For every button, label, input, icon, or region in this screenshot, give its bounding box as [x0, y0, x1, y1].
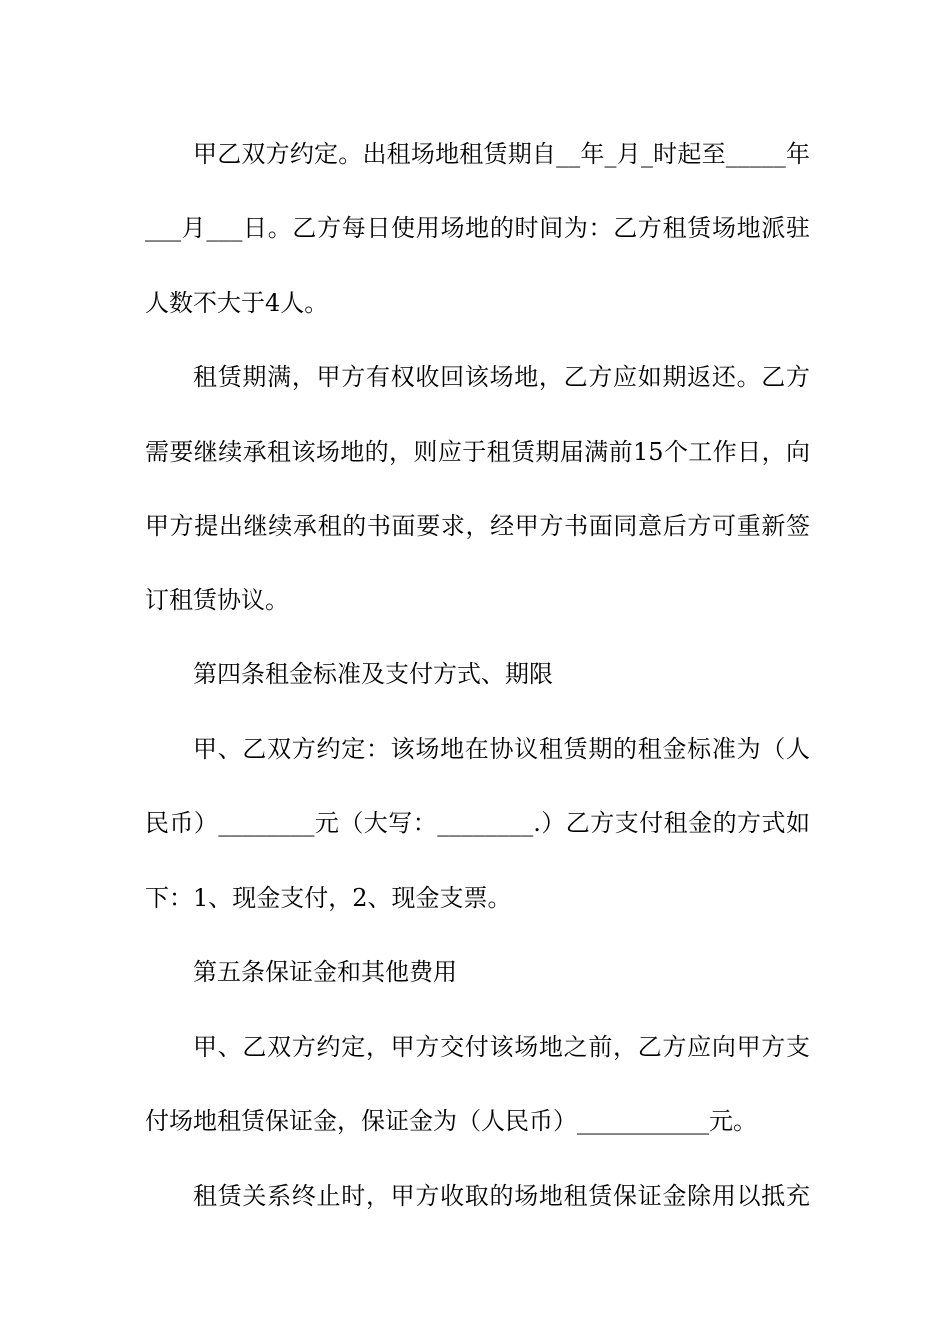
paragraph-line: ___月___日。乙方每日使用场地的时间为：乙方租赁场地派驻: [145, 214, 810, 242]
section-heading: 第四条租金标准及支付方式、期限: [193, 660, 553, 688]
section-heading: 第五条保证金和其他费用: [193, 958, 457, 986]
paragraph-line: 订租赁协议。: [145, 586, 289, 614]
paragraph-line: 甲、乙双方约定：该场地在协议租赁期的租金标准为（人: [193, 735, 810, 763]
paragraph-line: 甲乙双方约定。出租场地租赁期自__年_月_时起至_____年: [193, 140, 810, 168]
paragraph-line: 租赁关系终止时，甲方收取的场地租赁保证金除用以抵充: [193, 1182, 810, 1210]
paragraph-line: 需要继续承租该场地的，则应于租赁期届满前15个工作日，向: [145, 438, 810, 466]
paragraph-line: 甲、乙双方约定，甲方交付该场地之前，乙方应向甲方支: [193, 1033, 810, 1061]
paragraph-line: 租赁期满，甲方有权收回该场地，乙方应如期返还。乙方: [193, 363, 810, 391]
paragraph-line: 甲方提出继续承租的书面要求，经甲方书面同意后方可重新签: [145, 512, 810, 540]
paragraph-line: 人数不大于4人。: [145, 289, 329, 317]
paragraph-line: 民币）________元（大写：________.）乙方支付租金的方式如: [145, 809, 810, 837]
paragraph-line: 下：1、现金支付，2、现金支票。: [145, 884, 512, 912]
paragraph-line: 付场地租赁保证金，保证金为（人民币）___________元。: [145, 1107, 757, 1135]
